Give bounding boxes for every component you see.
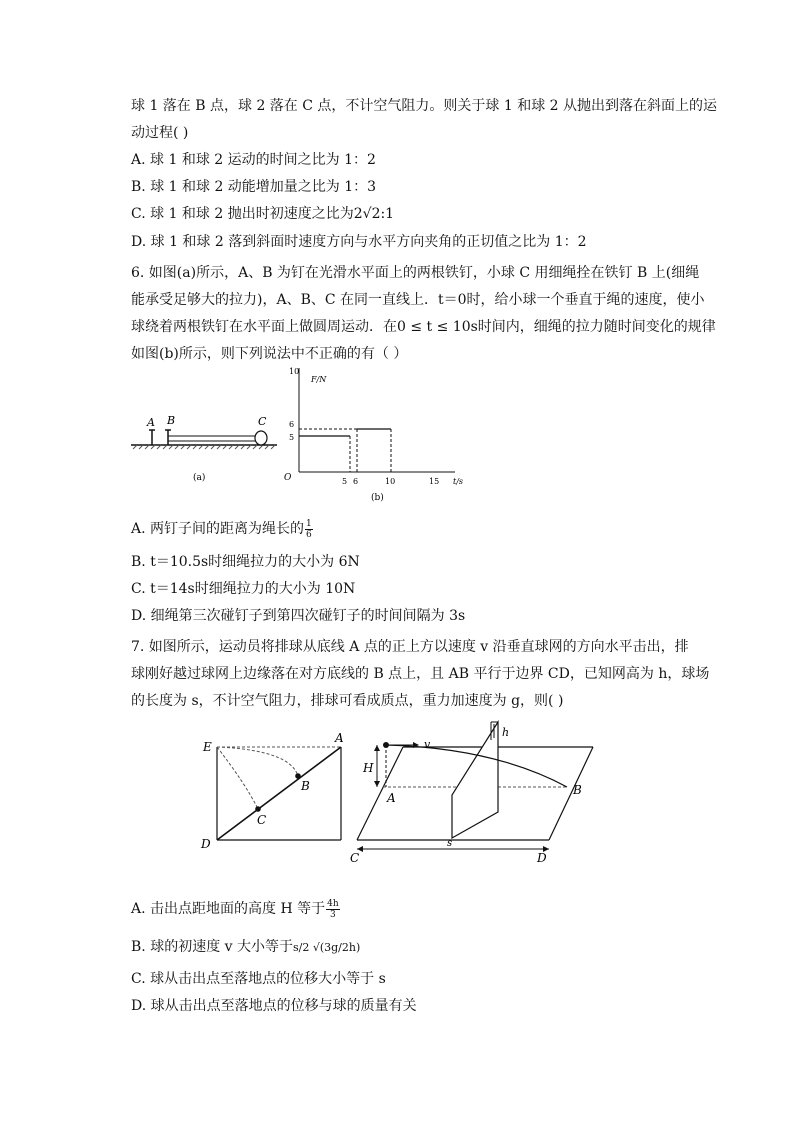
y-axis-label: F/N bbox=[311, 375, 327, 384]
x-tick-15: 15 bbox=[429, 477, 440, 486]
q5-option-a: A. 球 1 和球 2 运动的时间之比为 1：2 bbox=[131, 152, 376, 168]
q6-option-b: B. t＝10.5s时细绳拉力的大小为 6N bbox=[131, 554, 360, 570]
q6-stem-line1: 6. 如图(a)所示，A、B 为钉在光滑水平面上的两根铁钉，小球 C 用细绳拴在铁钉 B 上(细绳 bbox=[131, 265, 700, 281]
fraction-numerator: 4h bbox=[327, 898, 339, 909]
q5-option-c bbox=[131, 203, 394, 225]
q5-option-c-text: C. 球 1 和球 2 抛出时初速度之比为 bbox=[131, 206, 354, 222]
ball bbox=[383, 742, 389, 748]
q5-option-c-ratio: 2√2:1 bbox=[353, 206, 395, 222]
label-s: s bbox=[447, 838, 453, 849]
point-c bbox=[255, 806, 261, 812]
label-a: A bbox=[147, 416, 155, 429]
q6-option-c: C. t＝14s时细绳拉力的大小为 10N bbox=[131, 581, 356, 597]
label-height: H bbox=[363, 761, 374, 775]
q6-stem-line4: 如图(b)所示，则下列说法中不正确的有（ ） bbox=[131, 346, 408, 362]
q7-option-d: D. 球从击出点至落地点的位移与球的质量有关 bbox=[131, 998, 417, 1014]
q7-option-b-formula: s/2 √(3g/2h) bbox=[293, 941, 361, 954]
q6-figure-a bbox=[131, 414, 277, 483]
label-b: B bbox=[167, 414, 176, 427]
q7-option-a bbox=[131, 898, 341, 920]
origin-label: O bbox=[284, 473, 292, 483]
q6-figure-b bbox=[284, 367, 463, 503]
q6-figure bbox=[125, 360, 475, 510]
q7-option-a-fraction bbox=[326, 899, 340, 920]
rope bbox=[168, 436, 256, 441]
q7-top-view bbox=[200, 731, 344, 851]
label-a-top: A bbox=[335, 731, 344, 745]
q5-option-b: B. 球 1 和球 2 动能增加量之比为 1：3 bbox=[131, 179, 377, 195]
fraction-denominator: 3 bbox=[330, 909, 336, 920]
q7-option-a-text: A. 击出点距地面的高度 H 等于 bbox=[131, 901, 326, 917]
q6-option-a-text: A. 两钉子间的距离为绳长的 bbox=[131, 521, 305, 537]
q7-court-view bbox=[350, 722, 593, 865]
x-axis-label: t/s bbox=[453, 477, 464, 486]
label-b-court: B bbox=[573, 783, 582, 797]
label-v: v bbox=[424, 738, 431, 751]
label-c-court: C bbox=[350, 851, 360, 865]
q7-stem-line3: 的长度为 s，不计空气阻力，排球可看成质点，重力加速度为 g，则( ) bbox=[131, 693, 564, 709]
y-tick-10: 10 bbox=[289, 367, 300, 376]
x-tick-6: 6 bbox=[353, 477, 359, 486]
caption-b: (b) bbox=[371, 493, 384, 503]
q6-option-a-fraction bbox=[305, 519, 313, 540]
ball-c bbox=[255, 431, 267, 445]
label-e: E bbox=[203, 740, 212, 754]
y-tick-6: 6 bbox=[289, 420, 295, 429]
q6-stem-line3: 球绕着两根铁钉在水平面上做圆周运动．在0 ≤ t ≤ 10s时间内，细绳的拉力随时间变化的规律 bbox=[131, 319, 716, 335]
label-b-top: B bbox=[301, 779, 310, 793]
q7-stem-line2: 球刚好越过球网上边缘落在对方底线的 B 点上，且 AB 平行于边界 CD，已知网高为 h，球场 bbox=[131, 666, 710, 682]
label-d-court: D bbox=[537, 851, 547, 865]
point-b bbox=[295, 773, 301, 779]
diagonal-da bbox=[217, 747, 341, 840]
y-tick-5: 5 bbox=[289, 433, 295, 442]
caption-a: (a) bbox=[193, 473, 206, 483]
label-a-court: A bbox=[387, 791, 396, 805]
q5-stem-line2: 动过程( ) bbox=[131, 125, 189, 141]
q5-stem-line1: 球 1 落在 B 点，球 2 落在 C 点，不计空气阻力。则关于球 1 和球 2 从抛出到落在斜面上的运 bbox=[131, 98, 718, 114]
q6-option-a bbox=[131, 518, 314, 540]
x-tick-10: 10 bbox=[385, 477, 396, 486]
q7-stem-line1: 7. 如图所示，运动员将排球从底线 A 点的正上方以速度 v 沿垂直球网的方向水平击出，排 bbox=[131, 639, 689, 655]
q7-option-b-text: B. 球的初速度 v 大小等于 bbox=[131, 939, 293, 955]
q7-option-b bbox=[131, 936, 360, 959]
q6-stem-line2: 能承受足够大的拉力)，A、B、C 在同一直线上．t＝0时，给小球一个垂直于绳的速度，使小 bbox=[131, 292, 705, 308]
q5-option-d: D. 球 1 和球 2 落到斜面时速度方向与水平方向夹角的正切值之比为 1：2 bbox=[131, 234, 587, 250]
fraction-numerator: 1 bbox=[306, 518, 312, 529]
label-d-top: D bbox=[201, 837, 211, 851]
q7-figure bbox=[195, 718, 595, 873]
label-h: h bbox=[502, 726, 510, 739]
x-tick-5: 5 bbox=[342, 477, 348, 486]
fraction-denominator: 6 bbox=[306, 529, 312, 540]
q6-option-d: D. 细绳第三次碰钉子到第四次碰钉子的时间间隔为 3s bbox=[131, 608, 466, 624]
label-c-top: C bbox=[257, 813, 267, 827]
label-c: C bbox=[258, 415, 267, 428]
q7-option-c: C. 球从击出点至落地点的位移大小等于 s bbox=[131, 971, 386, 987]
